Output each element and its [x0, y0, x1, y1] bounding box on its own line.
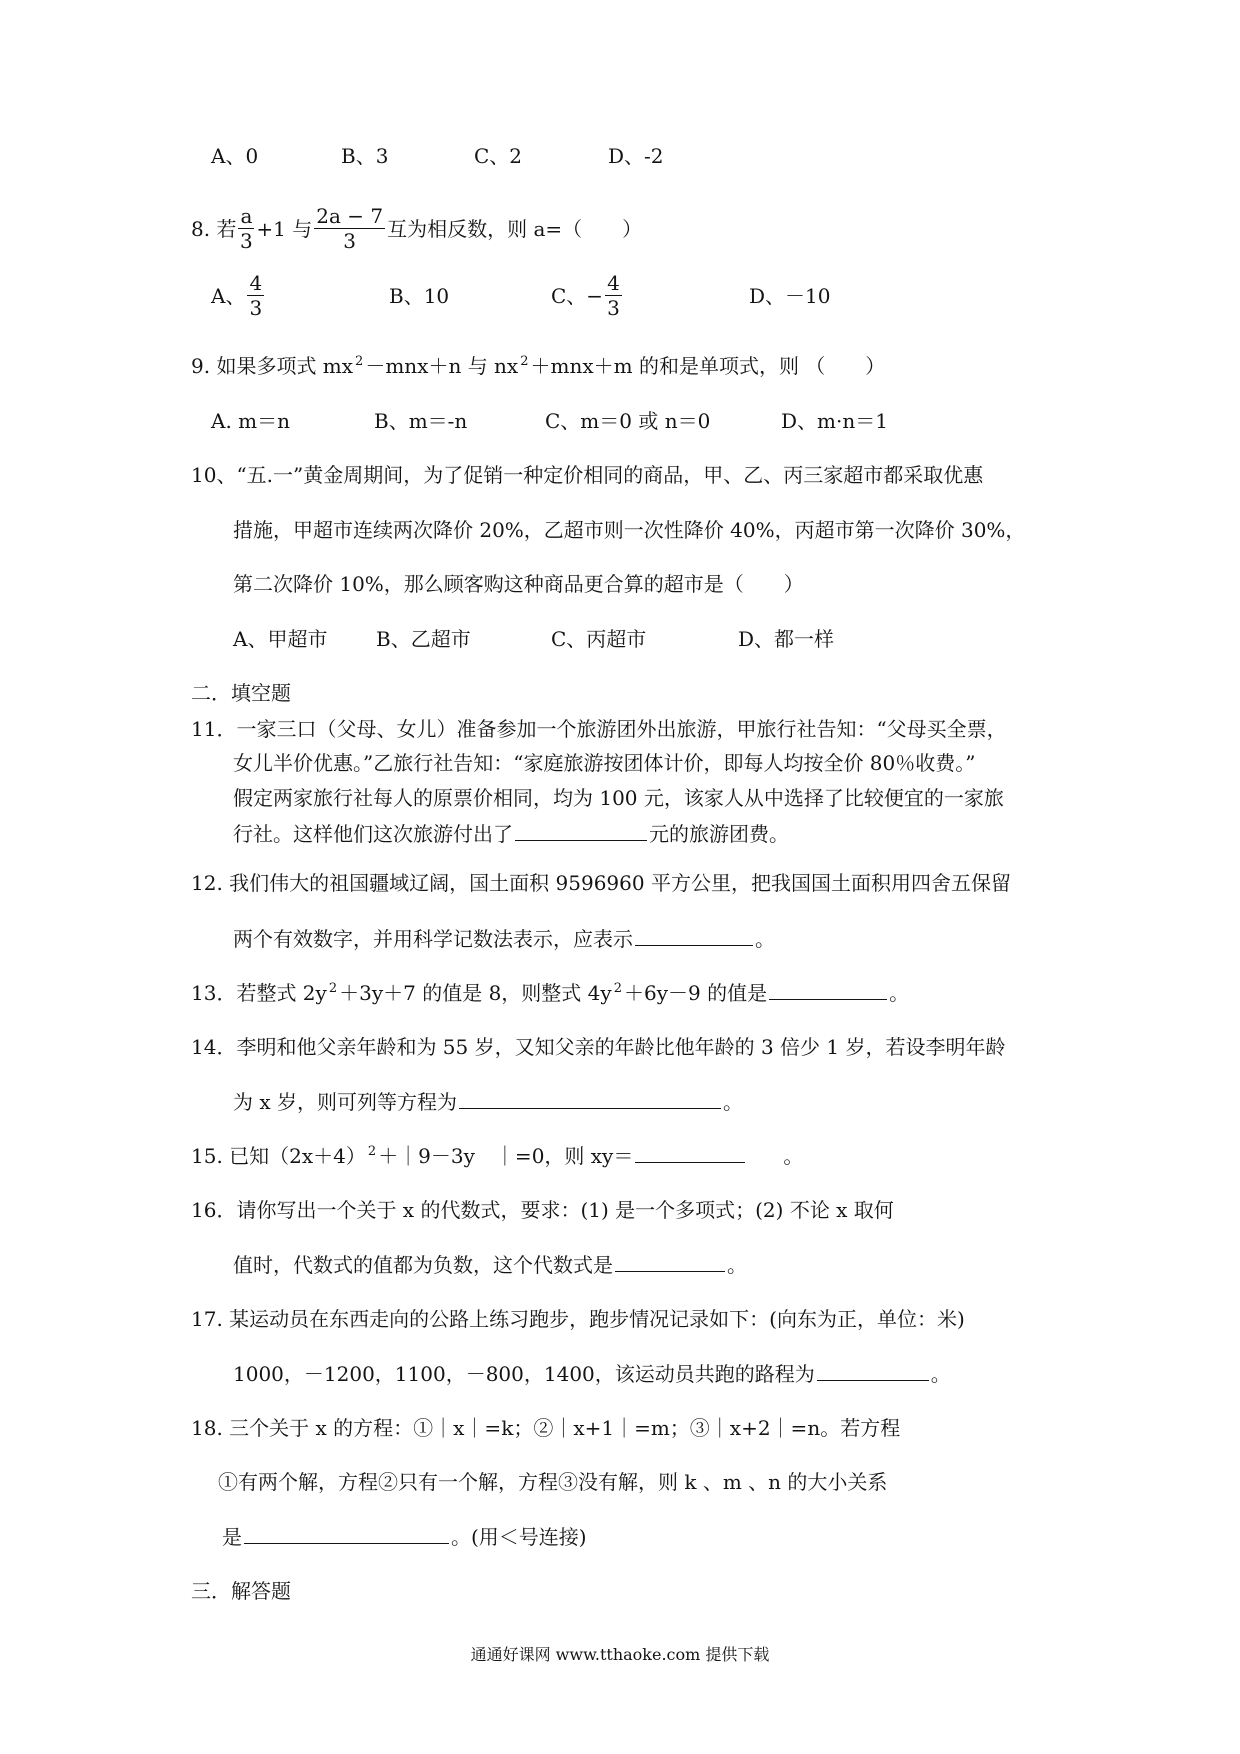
q11-answer-blank[interactable]	[515, 820, 647, 841]
q8-fraction-1-denominator: 3	[240, 229, 253, 253]
q8-option-a-denominator: 3	[249, 296, 263, 320]
q10-options	[233, 626, 834, 652]
q10-line-3: 第二次降价 10%，那么顾客购这种商品更合算的超市是（ ）	[233, 572, 804, 596]
q16-answer-blank[interactable]	[615, 1251, 725, 1272]
q15-text-2: ＋｜9－3y ｜=0，则 xy＝	[378, 1144, 634, 1168]
q8-option-a-label: A、	[211, 283, 246, 308]
q11-line-4	[233, 820, 789, 847]
q8-option-c	[551, 272, 749, 319]
q8-option-c-numerator: 4	[607, 271, 620, 295]
q12-line-2-tail: 。	[755, 927, 775, 951]
q8-option-c-fraction	[605, 272, 622, 319]
q18-line-3-tail: 。(用＜号连接)	[451, 1525, 587, 1549]
q10-option-c: C、丙超市	[551, 627, 647, 651]
q18-line-1: 18. 三个关于 x 的方程：①｜x｜=k；②｜x+1｜=m；③｜x+2｜=n。若方程	[191, 1416, 901, 1440]
q18-line-3	[222, 1523, 587, 1550]
q16-line-2-tail: 。	[727, 1253, 747, 1277]
q7-option-b: B、3	[341, 144, 389, 168]
q9-question	[191, 353, 885, 383]
section-heading-fill-in: 二．填空题	[191, 681, 291, 705]
q10-option-b: B、乙超市	[376, 627, 471, 651]
q11-line-2: 女儿半价优惠。”乙旅行社告知：“家庭旅游按团体计价，即每人均按全价 80％收费。”	[233, 751, 976, 775]
q8-suffix: 互为相反数，则 a=（ ）	[387, 216, 643, 241]
q8-fraction-1-numerator: a	[240, 204, 253, 228]
q17-line-1: 17. 某运动员在东西走向的公路上练习跑步，跑步情况记录如下：(向东为正，单位：米)	[191, 1307, 965, 1331]
q14-answer-blank[interactable]	[459, 1088, 721, 1109]
q15-answer-blank[interactable]	[635, 1142, 745, 1163]
q13-text-1: 13．若整式 2y	[191, 981, 327, 1005]
q9-sup-2: 2	[520, 354, 529, 369]
q12-line-1: 12. 我们伟大的祖国疆域辽阔，国土面积 9596960 平方公里，把我国国土面积用四舍五保留	[191, 871, 1011, 895]
q9-text-1: 9. 如果多项式 mx	[191, 354, 354, 378]
q8-option-c-denominator: 3	[607, 296, 620, 320]
q13-question	[191, 979, 909, 1010]
q9-text-3: ＋mnx＋m 的和是单项式，则 （ ）	[530, 354, 886, 378]
q7-options	[211, 143, 664, 169]
q8-question	[191, 205, 642, 252]
q8-option-a	[211, 272, 389, 319]
q12-line-2-text: 两个有效数字，并用科学记数法表示，应表示	[233, 927, 633, 951]
q11-line-1: 11．一家三口（父母、女儿）准备参加一个旅游团外出旅游，甲旅行社告知：“父母买全票，	[191, 717, 1007, 741]
q7-option-a: A、0	[211, 144, 259, 168]
q14-line-2-tail: 。	[723, 1090, 743, 1114]
q8-prefix: 8. 若	[191, 216, 237, 241]
q8-fraction-1	[238, 205, 254, 252]
q8-options	[211, 272, 830, 319]
q11-line-4-tail: 元的旅游团费。	[649, 822, 789, 846]
q9-text-2: －mnx＋n 与 nx	[365, 354, 519, 378]
q11-line-3: 假定两家旅行社每人的原票价相同，均为 100 元，该家人从中选择了比较便宜的一家旅	[233, 786, 1004, 810]
q9-options	[211, 408, 888, 434]
q16-line-2-text: 值时，代数式的值都为负数，这个代数式是	[233, 1253, 613, 1277]
q13-text-4: 。	[889, 981, 910, 1005]
q9-option-c: C、m＝0 或 n＝0	[545, 409, 711, 433]
q17-answer-blank[interactable]	[817, 1360, 929, 1381]
q7-option-d: D、-2	[608, 144, 664, 168]
q8-middle-text: +1 与	[256, 216, 313, 241]
q7-option-c: C、2	[474, 144, 523, 168]
q12-answer-blank[interactable]	[635, 925, 753, 946]
page-footer: 通通好课网 www.tthaoke.com 提供下载	[470, 1645, 770, 1664]
q15-question	[191, 1142, 803, 1173]
q16-line-1: 16．请你写出一个关于 x 的代数式，要求：(1) 是一个多项式；(2) 不论 x 取何	[191, 1198, 894, 1222]
q13-text-3: ＋6y－9 的值是	[623, 981, 768, 1005]
q17-line-2	[233, 1360, 951, 1387]
q14-line-2-text: 为 x 岁，则可列等方程为	[233, 1090, 457, 1114]
q8-fraction-2-denominator: 3	[343, 229, 357, 253]
q9-option-a: A. m＝n	[211, 409, 291, 433]
q17-line-2-tail: 。	[930, 1362, 951, 1386]
q18-line-3-text: 是	[222, 1525, 242, 1549]
q10-option-d: D、都一样	[738, 627, 835, 651]
q11-line-4-text: 行社。这样他们这次旅游付出了	[233, 822, 513, 846]
q8-option-a-numerator: 4	[249, 271, 263, 295]
q10-line-1: 10、“五.一”黄金周期间，为了促销一种定价相同的商品，甲、乙、丙三家超市都采取优惠	[191, 463, 984, 487]
q17-line-2-text: 1000，－1200，1100，－800，1400，该运动员共跑的路程为	[233, 1362, 815, 1386]
q13-text-2: ＋3y＋7 的值是 8，则整式 4y	[339, 981, 612, 1005]
q16-line-2	[233, 1251, 747, 1278]
q18-answer-blank[interactable]	[244, 1523, 449, 1544]
q15-sup-1: 2	[367, 1144, 377, 1159]
q8-fraction-2	[314, 205, 385, 252]
q9-option-b: B、m＝-n	[374, 409, 468, 433]
q12-line-2	[233, 925, 775, 952]
q14-line-1: 14．李明和他父亲年龄和为 55 岁，又知父亲的年龄比他年龄的 3 倍少 1 岁，若设李明年龄	[191, 1035, 1006, 1059]
q10-option-a: A、甲超市	[233, 627, 328, 651]
section-heading-solve: 三．解答题	[191, 1579, 291, 1603]
q15-text-1: 15. 已知（2x＋4）	[191, 1144, 366, 1168]
q13-sup-2: 2	[613, 981, 622, 996]
q8-option-c-label: C、−	[551, 283, 604, 308]
q13-sup-1: 2	[328, 981, 338, 996]
q18-line-2: ①有两个解，方程②只有一个解，方程③没有解，则 k 、m 、n 的大小关系	[218, 1470, 888, 1494]
q9-sup-1: 2	[355, 354, 364, 369]
q14-line-2	[233, 1088, 743, 1115]
q8-option-b: B、10	[389, 283, 450, 308]
q8-option-a-fraction	[247, 272, 264, 319]
q8-fraction-2-numerator: 2a − 7	[316, 204, 384, 228]
q8-option-d: D、－10	[749, 283, 831, 308]
q15-text-3: 。	[783, 1144, 804, 1168]
q13-answer-blank[interactable]	[769, 979, 887, 1000]
q9-option-d: D、m·n＝1	[781, 409, 888, 433]
q10-line-2: 措施，甲超市连续两次降价 20%，乙超市则一次性降价 40%，丙超市第一次降价 30%，	[233, 518, 1026, 542]
